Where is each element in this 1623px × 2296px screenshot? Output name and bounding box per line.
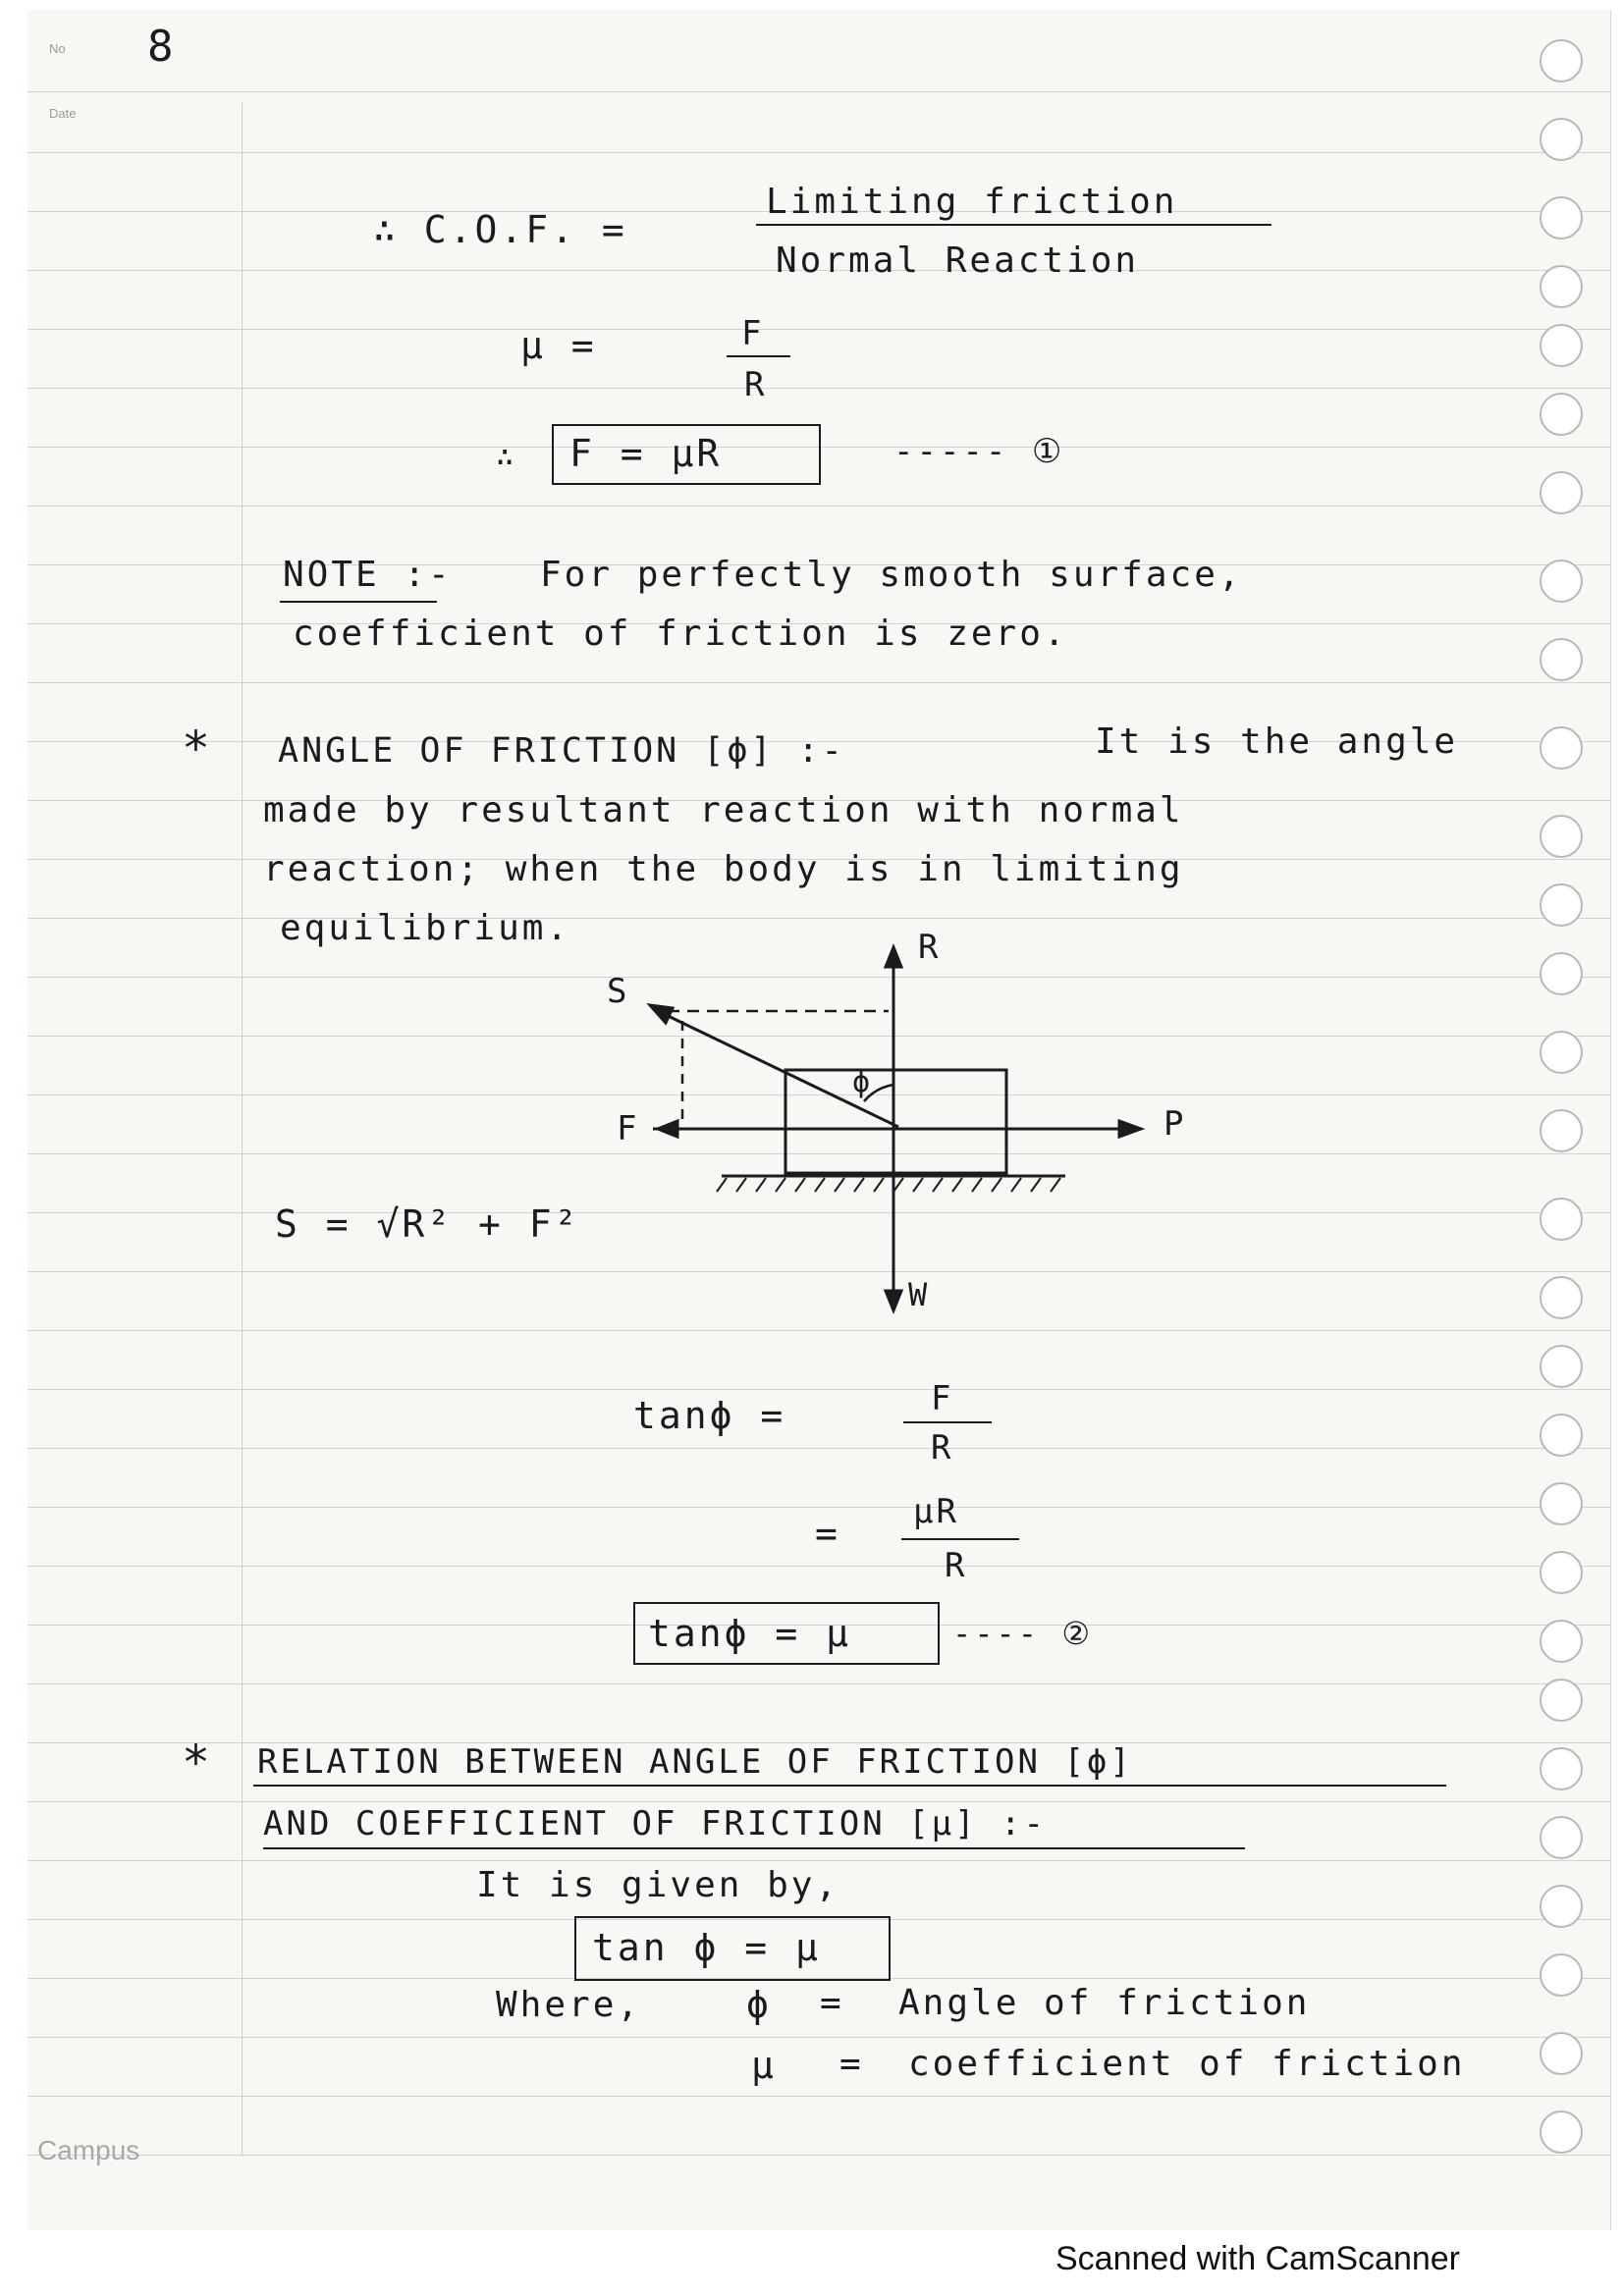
label-s: S [607,972,630,1011]
date-label: Date [49,106,77,121]
label-f: F [617,1109,640,1148]
angle-title: ANGLE OF FRICTION [ϕ] :- [278,731,845,771]
note-line-1: For perfectly smooth surface, [540,555,1243,595]
label-r: R [918,928,942,967]
frac2-numerator: μR [913,1492,959,1531]
arrow-left-f [658,1121,677,1137]
arrow-s [650,1005,673,1023]
cof-lhs: ∴ C.O.F. = [373,208,627,251]
phi-symbol: ϕ [746,1983,772,2026]
frac2-denominator: R [945,1546,968,1585]
relation-underline-2 [263,1847,1245,1849]
relation-underline-1 [253,1785,1446,1787]
note-label: NOTE :- [283,555,453,595]
label-p: P [1163,1104,1187,1144]
cof-numerator: Limiting friction [766,182,1178,222]
mu-lhs: μ = [520,324,597,367]
note-line-2: coefficient of friction is zero. [293,614,1068,654]
frac1-bar [903,1421,992,1423]
mu-symbol: μ [751,2044,777,2087]
label-w: W [908,1276,931,1313]
cof-denominator: Normal Reaction [776,240,1140,281]
label-phi: ϕ [852,1065,874,1099]
frac2-bar [901,1538,1019,1540]
angle-line-2: made by resultant reaction with normal [263,790,1184,830]
angle-line-4: equilibrium. [280,908,571,948]
arrow-down-w [886,1291,901,1310]
s-formula: S = √R² + F² [275,1202,580,1246]
tan-lhs: tanϕ = [633,1394,786,1437]
block [785,1070,1006,1173]
mu-numerator: F [741,314,765,353]
scanner-footer: Scanned with CamScanner [1055,2240,1461,2277]
bullet-star-2: * [182,1735,213,1790]
campus-logo: Campus [37,2135,140,2165]
relation-title-2: AND COEFFICIENT OF FRICTION [μ] :- [263,1804,1047,1843]
therefore-symbol: ∴ [496,440,517,474]
where-label: Where, [496,1985,642,2025]
eq-tag-1: ----- ① [893,432,1065,471]
formula-tan-mu: tanϕ = μ [648,1612,852,1655]
bullet-star-1: * [182,721,213,776]
mu-denominator: R [744,365,768,404]
relation-given: It is given by, [476,1865,840,1905]
formula-relation: tan ϕ = μ [592,1926,821,1969]
relation-title-1: RELATION BETWEEN ANGLE OF FRICTION [ϕ] [257,1742,1133,1782]
eq-tag-2: ---- ② [952,1615,1094,1652]
formula-f-mur: F = μR [569,432,723,475]
page-number: 8 [147,22,177,72]
no-label: No [49,41,66,56]
phi-equals: = [820,1983,844,2023]
mu-equals: = [839,2044,864,2084]
arrow-up-r [886,947,901,967]
angle-line-1: It is the angle [1095,721,1459,762]
angle-line-3: reaction; when the body is in limiting [263,849,1184,889]
mu-definition: coefficient of friction [908,2044,1466,2084]
eq2-sign: = [815,1512,840,1555]
frac1-numerator: F [931,1379,954,1418]
frac1-denominator: R [931,1428,954,1468]
phi-definition: Angle of friction [898,1983,1311,2023]
arrow-right-p [1119,1121,1141,1137]
